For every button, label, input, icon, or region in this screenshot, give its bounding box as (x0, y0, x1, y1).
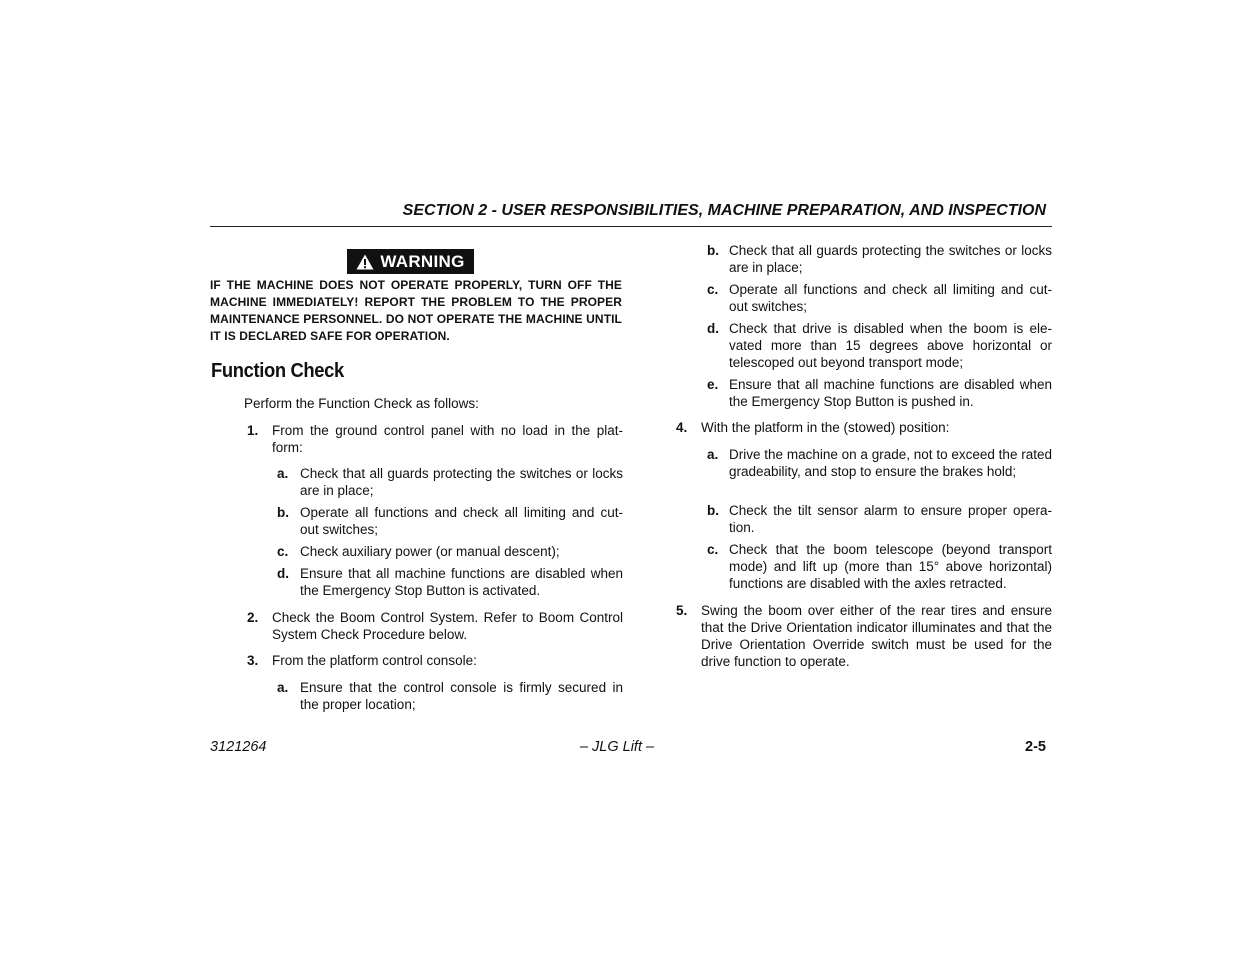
list-letter: b. (707, 243, 719, 258)
list-text: Check that all guards protecting the switches or locks are in place; (729, 243, 1052, 275)
list-number: 1. (247, 423, 259, 438)
list-number: 5. (676, 603, 688, 618)
warning-triangle-icon (356, 254, 374, 270)
list-text: Check that all guards protecting the switches or locks are in place; (300, 466, 623, 498)
list-letter: d. (277, 566, 289, 581)
list-text: Check the tilt sensor alarm to ensure proper opera-tion. (729, 503, 1052, 535)
list-letter: b. (707, 503, 719, 518)
section-title: Function Check (211, 360, 344, 382)
footer-page-number: 2-5 (1025, 739, 1046, 755)
section-header (210, 202, 1052, 227)
list-letter: e. (707, 377, 719, 392)
list-number: 2. (247, 610, 259, 625)
list-text: Check auxiliary power (or manual descent); (300, 544, 560, 559)
list-text: Check the Boom Control System. Refer to Boom Control System Check Procedure below. (272, 610, 623, 642)
list-text: Operate all functions and check all limiting and cut-out switches; (300, 505, 623, 537)
list-text: Ensure that all machine functions are disabled when the Emergency Stop Button is pushed in. (729, 377, 1052, 409)
intro-text: Perform the Function Check as follows: (244, 396, 479, 411)
list-letter: c. (707, 282, 719, 297)
list-text: From the platform control console: (272, 653, 477, 668)
list-text: Drive the machine on a grade, not to exceed the rated gradeability, and stop to ensure the brakes hold; (729, 447, 1052, 479)
list-letter: a. (277, 466, 289, 481)
list-letter: a. (707, 447, 719, 462)
list-text: Swing the boom over either of the rear tires and ensure that the Drive Orientation indicator illuminates and that the Drive Orientation Override switch must be used for the drive function to operate. (701, 603, 1052, 669)
warning-label: WARNING (380, 251, 465, 271)
warning-text: IF THE MACHINE DOES NOT OPERATE PROPERLY, TURN OFF THE MACHINE IMMEDIATELY! REPORT THE PROBLEM TO THE PROPER MAINTENANCE PERSONNEL. DO NOT OPERATE THE MACHINE UNTIL IT IS DECLARED SAFE FOR OPERATION. (210, 278, 622, 343)
list-text: Operate all functions and check all limiting and cut-out switches; (729, 282, 1052, 314)
list-text: Check that drive is disabled when the boom is ele-vated more than 15 degrees above horizontal or telescoped out beyond transport mode; (729, 321, 1052, 370)
footer-center: – JLG Lift – (579, 739, 655, 755)
list-letter: b. (277, 505, 289, 520)
footer-doc-number: 3121264 (210, 739, 267, 755)
warning-badge (347, 249, 474, 274)
section-header-title: SECTION 2 - USER RESPONSIBILITIES, MACHINE PREPARATION, AND INSPECTION (402, 202, 1046, 219)
list-text: Ensure that the control console is firmly secured in the proper location; (300, 680, 623, 712)
list-letter: c. (277, 544, 289, 559)
list-letter: a. (277, 680, 289, 695)
list-number: 3. (247, 653, 259, 668)
list-text: Check that the boom telescope (beyond transport mode) and lift up (more than 15° above horizontal) functions are disabled with the axles retracted. (729, 542, 1052, 591)
list-letter: d. (707, 321, 719, 336)
list-number: 4. (676, 420, 688, 435)
list-text: From the ground control panel with no load in the plat-form: (272, 423, 623, 455)
list-text: Ensure that all machine functions are disabled when the Emergency Stop Button is activated. (300, 566, 623, 598)
list-text: With the platform in the (stowed) position: (701, 420, 950, 435)
list-letter: c. (707, 542, 719, 557)
